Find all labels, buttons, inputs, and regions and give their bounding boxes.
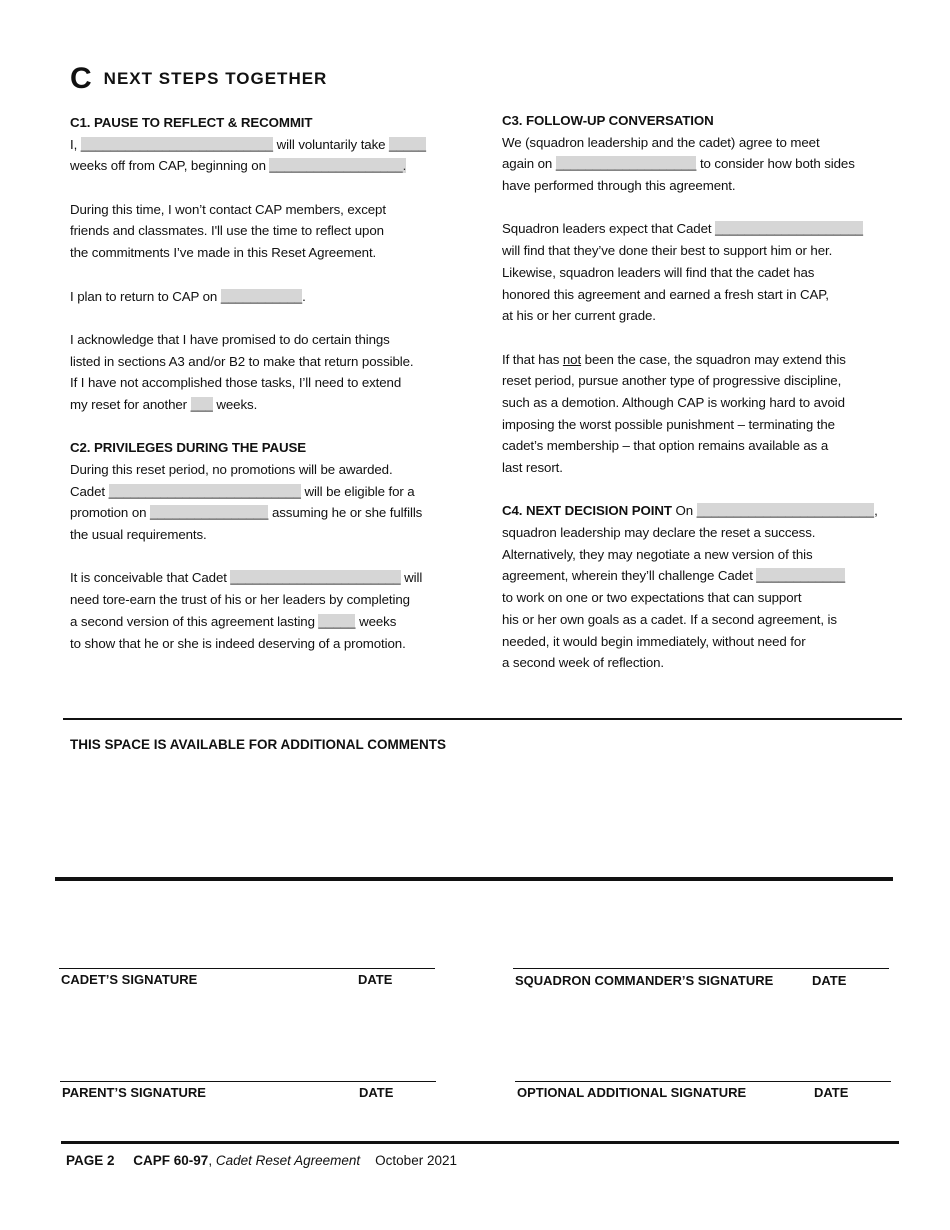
text-line: [70, 502, 426, 524]
fill-in-field[interactable]: _______________________: [230, 570, 401, 586]
fill-in-field[interactable]: ____________: [756, 568, 846, 584]
text-line: [70, 242, 426, 264]
cadet-signature-label: CADET’S SIGNATURE: [61, 972, 198, 987]
fill-in-field[interactable]: ___: [190, 396, 213, 412]
blank-line: [70, 177, 426, 199]
blank-line: [502, 197, 878, 219]
fill-in-field[interactable]: ________________: [150, 505, 269, 521]
body-text: reset period, pursue another type of progressive discipline,: [502, 373, 842, 389]
text-line: [502, 240, 878, 262]
text-line: [502, 565, 878, 587]
body-text: cadet’s membership – that option remains available as a: [502, 438, 829, 454]
text-line: [70, 633, 426, 655]
body-text: will find that they’ve done their best to support him or her.: [502, 243, 833, 259]
section-letter: C: [70, 62, 92, 95]
blank-line: [70, 546, 426, 568]
fill-in-field[interactable]: __________________.: [269, 158, 407, 174]
body-text: a second version of this agreement lasting: [70, 613, 319, 629]
text-line: [70, 459, 426, 481]
form-number: CAPF 60-97: [133, 1153, 209, 1168]
body-text: Squadron leaders expect that Cadet: [502, 221, 716, 237]
underlined-text: not: [562, 351, 582, 367]
body-text: It is conceivable that Cadet: [70, 570, 231, 586]
body-text: weeks.: [212, 396, 258, 412]
text-line: [70, 611, 426, 633]
footer-separator: ,: [208, 1153, 216, 1168]
text-line: [502, 349, 878, 371]
body-text: to consider how both sides: [696, 156, 855, 172]
text-line: [70, 372, 426, 394]
text-line: [502, 500, 878, 522]
body-text: friends and classmates. I'll use the time to reflect upon: [70, 223, 384, 239]
parent-signature-label: PARENT’S SIGNATURE: [62, 1085, 206, 1100]
text-line: [502, 544, 878, 566]
body-text: will voluntarily take: [273, 136, 390, 152]
subsection-heading: C3. FOLLOW-UP CONVERSATION: [502, 113, 714, 128]
body-text: such as a demotion. Although CAP is working hard to avoid: [502, 394, 845, 410]
text-line: [70, 524, 426, 546]
body-text: the usual requirements.: [70, 527, 207, 543]
commander-signature-label: SQUADRON COMMANDER’S SIGNATURE: [515, 973, 774, 988]
optional-signature-label: OPTIONAL ADDITIONAL SIGNATURE: [517, 1085, 747, 1100]
text-line: [70, 567, 426, 589]
text-line: [502, 153, 878, 175]
cadet-signature-line[interactable]: [59, 968, 435, 969]
blank-line: [502, 479, 878, 501]
parent-date-label: DATE: [359, 1085, 394, 1100]
blank-line: [70, 307, 426, 329]
text-line: [502, 132, 878, 154]
text-line: [502, 218, 878, 240]
text-line: [502, 175, 878, 197]
divider-thick: [55, 877, 893, 881]
fill-in-field[interactable]: __________________________: [80, 136, 274, 152]
text-line: [502, 609, 878, 631]
text-line: [502, 392, 878, 414]
blank-line: [70, 416, 426, 438]
body-text: On: [671, 503, 697, 519]
text-line: [70, 155, 426, 177]
body-text: Cadet: [70, 483, 109, 499]
body-text: I,: [70, 136, 81, 152]
parent-signature-line[interactable]: [60, 1081, 436, 1082]
section-heading: NEXT STEPS TOGETHER: [103, 69, 328, 88]
fill-in-field[interactable]: _____: [389, 136, 426, 152]
fill-in-field[interactable]: ___________________: [555, 156, 697, 172]
body-text: to work on one or two expectations that can support: [502, 590, 802, 606]
text-line: [70, 286, 426, 308]
fill-in-field[interactable]: ___________: [220, 288, 303, 304]
body-text: listed in sections A3 and/or B2 to make that return possible.: [70, 353, 414, 369]
body-text: During this reset period, no promotions will be awarded.: [70, 462, 393, 477]
form-title: Cadet Reset Agreement: [215, 1153, 361, 1168]
page-number: PAGE 2: [66, 1153, 115, 1168]
text-line: [70, 437, 426, 459]
fill-in-field[interactable]: __________________________: [108, 483, 301, 499]
comments-area[interactable]: [63, 760, 893, 872]
comments-heading: THIS SPACE IS AVAILABLE FOR ADDITIONAL COMMENTS: [70, 737, 447, 752]
body-text: promotion on: [70, 505, 151, 521]
body-text: If I have not accomplished those tasks, I’ll need to extend: [70, 375, 402, 391]
text-line: [70, 394, 426, 416]
subsection-heading: C1. PAUSE TO REFLECT & RECOMMIT: [70, 115, 313, 130]
body-text: at his or her current grade.: [502, 308, 656, 324]
blank-line: [70, 264, 426, 286]
body-text: been the case, the squadron may extend this: [581, 351, 846, 367]
footer: [66, 1153, 457, 1168]
text-line: [70, 351, 426, 373]
text-line: [70, 329, 426, 351]
text-line: [502, 631, 878, 653]
text-line: [502, 522, 878, 544]
body-text: I plan to return to CAP on: [70, 288, 221, 304]
body-text: imposing the worst possible punishment – terminating the: [502, 416, 835, 432]
text-line: [502, 284, 878, 306]
text-line: [70, 199, 426, 221]
body-text: his or her own goals as a cadet. If a second agreement, is: [502, 611, 837, 627]
body-text: If that has: [502, 351, 563, 367]
text-line: [70, 220, 426, 242]
footer-rule: [61, 1141, 899, 1144]
text-line: [502, 305, 878, 327]
text-line: [502, 262, 878, 284]
form-date: October 2021: [375, 1153, 457, 1168]
blank-line: [502, 327, 878, 349]
optional-date-label: DATE: [814, 1085, 849, 1100]
text-line: [502, 435, 878, 457]
body-text: squadron leadership may declare the reset a success.: [502, 525, 816, 541]
text-line: [502, 587, 878, 609]
text-line: [70, 481, 426, 503]
body-text: We (squadron leadership and the cadet) agree to meet: [502, 134, 820, 150]
body-text: Alternatively, they may negotiate a new version of this: [502, 546, 813, 562]
cadet-date-label: DATE: [358, 972, 393, 987]
body-text: need tore-earn the trust of his or her leaders by completing: [70, 592, 410, 608]
body-text: again on: [502, 156, 556, 172]
body-text: Likewise, squadron leaders will find that the cadet has: [502, 264, 815, 280]
text-line: [502, 370, 878, 392]
body-text: needed, it would begin immediately, without need for: [502, 633, 806, 649]
text-line: [502, 457, 878, 479]
fill-in-field[interactable]: _____: [318, 613, 356, 629]
left-column: [70, 112, 426, 654]
text-line: [70, 589, 426, 611]
text-line: [70, 134, 426, 156]
subsection-heading: C4. NEXT DECISION POINT: [502, 503, 672, 519]
fill-in-field[interactable]: ________________________: [696, 503, 875, 519]
right-column: [502, 110, 878, 674]
divider: [63, 718, 902, 720]
text-line: [502, 414, 878, 436]
body-text: have performed through this agreement.: [502, 178, 736, 194]
text-line: [70, 112, 426, 134]
commander-signature-line[interactable]: [513, 968, 889, 969]
body-text: to show that he or she is indeed deserving of a promotion.: [70, 635, 406, 651]
body-text: weeks off from CAP, beginning on: [70, 158, 270, 174]
body-text: will be eligible for a: [300, 483, 415, 499]
text-line: [502, 110, 878, 132]
body-text: honored this agreement and earned a fresh start in CAP,: [502, 286, 829, 302]
fill-in-field[interactable]: ____________________: [715, 221, 863, 237]
body-text: weeks: [355, 613, 397, 629]
body-text: I acknowledge that I have promised to do certain things: [70, 331, 390, 347]
body-text: last resort.: [502, 460, 563, 475]
body-text: will: [400, 570, 423, 586]
body-text: assuming he or she fulfills: [268, 505, 423, 521]
body-text: ,: [874, 503, 878, 519]
body-text: my reset for another: [70, 396, 191, 412]
body-text: a second week of reflection.: [502, 655, 665, 671]
body-text: agreement, wherein they’ll challenge Cadet: [502, 568, 757, 584]
body-text: During this time, I won’t contact CAP members, except: [70, 201, 386, 217]
text-line: [502, 652, 878, 674]
commander-date-label: DATE: [812, 973, 847, 988]
subsection-heading: C2. PRIVILEGES DURING THE PAUSE: [70, 440, 307, 456]
section-title: [70, 62, 327, 96]
body-text: .: [302, 288, 306, 304]
optional-signature-line[interactable]: [515, 1081, 891, 1082]
body-text: the commitments I’ve made in this Reset Agreement.: [70, 245, 377, 261]
